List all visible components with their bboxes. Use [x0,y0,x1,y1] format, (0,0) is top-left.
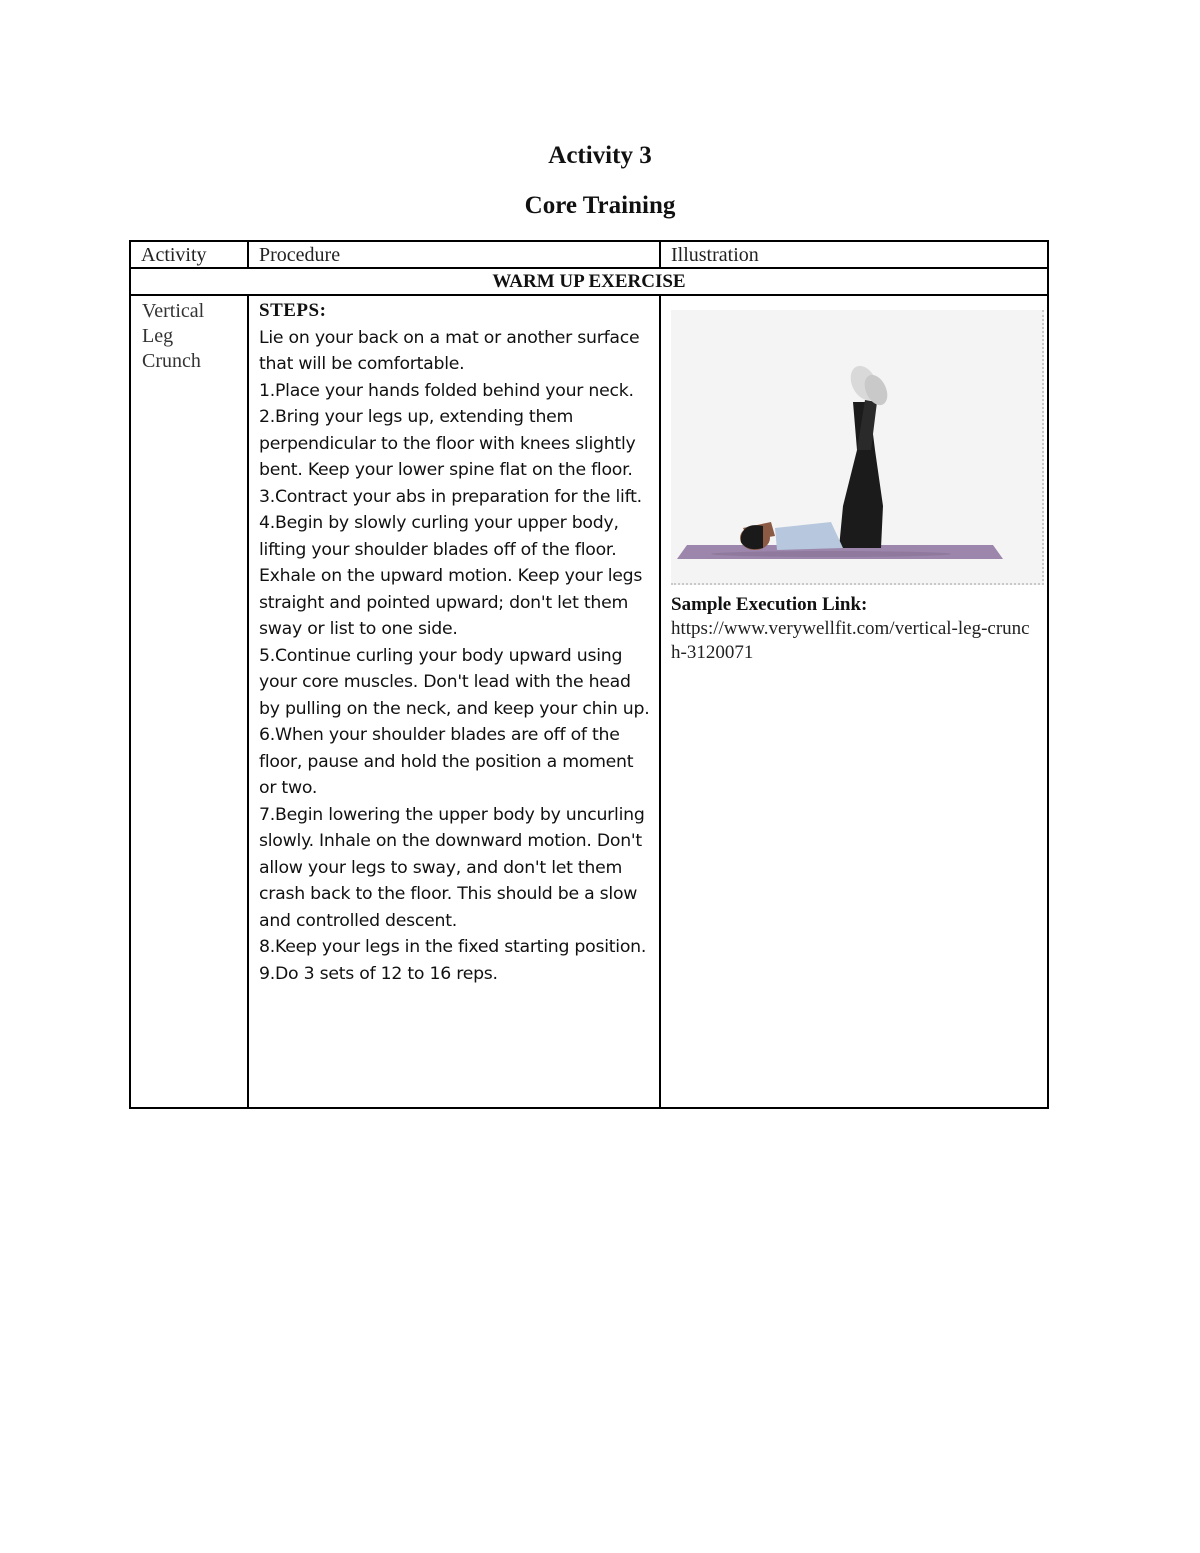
procedure-step: 9.Do 3 sets of 12 to 16 reps. [259,963,498,984]
sample-link-label: Sample Execution Link: [671,594,868,615]
exercise-table [129,240,1049,1109]
procedure-step: 1.Place your hands folded behind your neck. [259,380,634,401]
procedure-step: 4.Begin by slowly curling your upper body, lifting your shoulder blades off of the floor. Exhale on the upward motion. Keep your legs straight and pointed upward; don't let them sway or list to one side. [259,513,643,639]
document-subtitle: Core Training [524,192,676,219]
procedure-step: 2.Bring your legs up, extending them perpendicular to the floor with knees slightly bent. Keep your lower spine flat on the floor. [259,407,636,480]
header-activity: Activity [130,241,248,268]
person-vertical-leg-crunch-icon [671,310,1042,583]
section-title: WARM UP EXERCISE [130,268,1048,295]
activity-name-line: Crunch [142,350,201,372]
procedure-intro: Lie on your back on a mat or another surface that will be comfortable. [259,327,640,374]
activity-name-line: Leg [142,325,174,347]
procedure-step: 3.Contract your abs in preparation for the lift. [259,486,642,507]
procedure-cell [248,295,660,1108]
activity-name-line: Vertical [142,300,205,322]
procedure-step: 7.Begin lowering the upper body by uncurling slowly. Inhale on the downward motion. Don't allow your legs to sway, and don't let them crash back to the floor. This should be a slow and controlled descent. [259,804,645,931]
illustration-cell [660,295,1048,1108]
activity-name-cell [130,295,248,1108]
exercise-illustration [671,310,1044,585]
procedure-step: 5.Continue curling your body upward using your core muscles. Don't lead with the head by pulling on the neck, and keep your chin up. [259,645,650,719]
steps-label: STEPS: [259,300,327,321]
table-header-row [130,241,1048,268]
document-title: Activity 3 [548,142,652,169]
procedure-step: 8.Keep your legs in the fixed starting position. [259,937,647,957]
header-procedure: Procedure [248,241,660,268]
sample-execution-link[interactable]: https://www.verywellfit.com/vertical-leg-crunch-3120071 [671,618,1030,663]
header-illustration: Illustration [660,241,1048,268]
table-row [130,295,1048,1108]
section-row [130,268,1048,295]
procedure-step: 6.When your shoulder blades are off of the floor, pause and hold the position a moment or two. [259,725,634,798]
